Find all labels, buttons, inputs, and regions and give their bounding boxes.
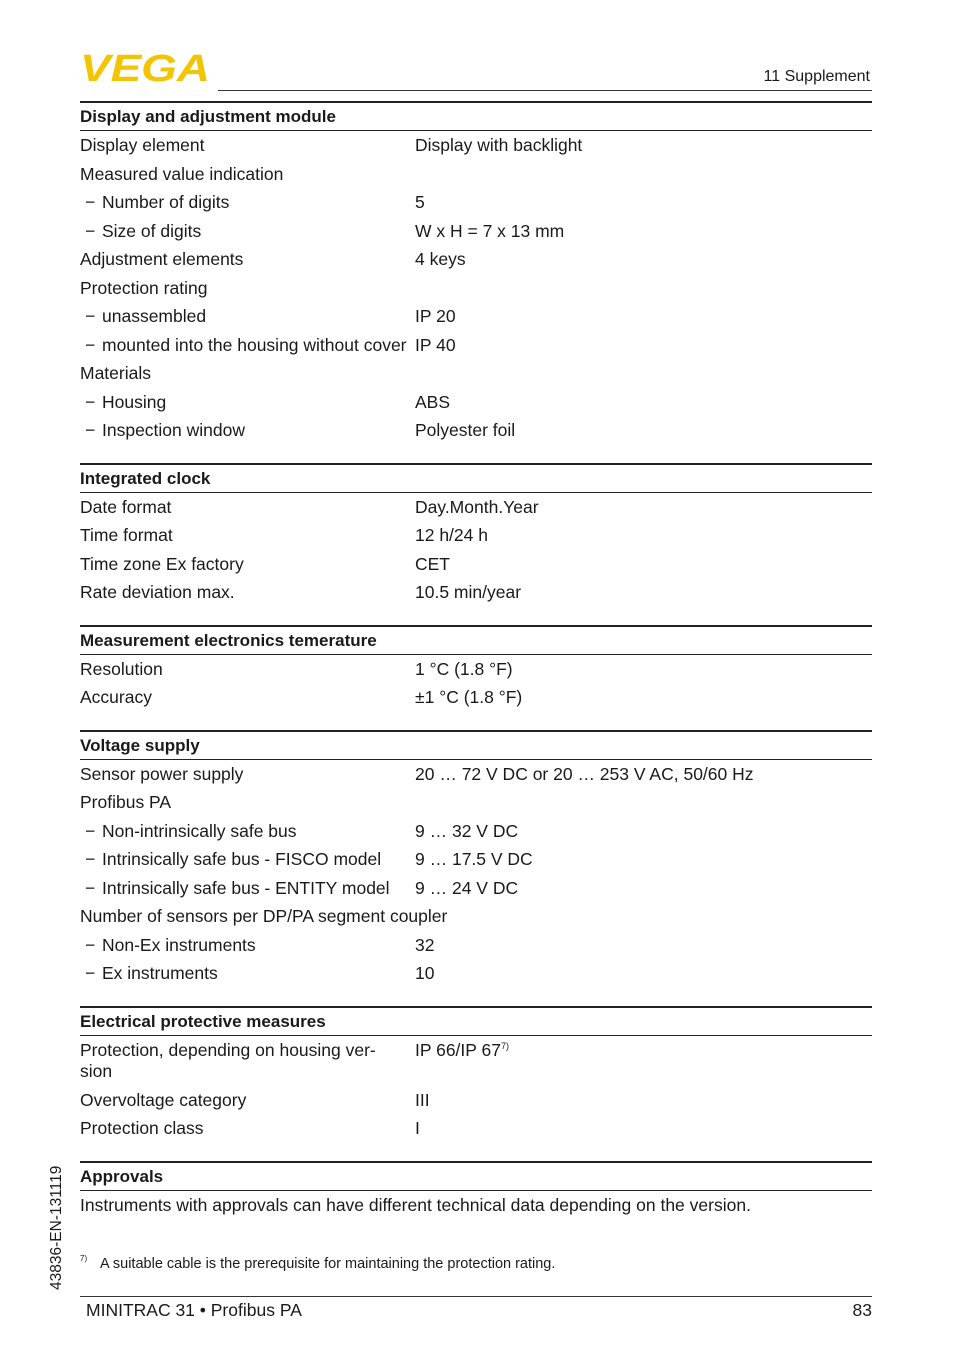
spec-row — [80, 521, 872, 550]
spec-value — [415, 554, 872, 576]
spec-label — [80, 963, 415, 985]
spec-value — [415, 821, 872, 843]
spec-label-text: Non-intrinsically safe bus — [102, 820, 297, 841]
spec-label — [80, 306, 415, 328]
spec-value-text: III — [415, 1089, 430, 1110]
spec-value — [415, 221, 872, 243]
spec-row — [80, 188, 872, 217]
spec-label — [80, 249, 415, 271]
spec-value-text: Polyester foil — [415, 420, 516, 440]
bullet-dash: − — [85, 963, 96, 983]
spec-label-text: Size of digits — [102, 220, 202, 241]
spec-value — [415, 135, 872, 157]
section-heading: Measurement electronics temerature — [80, 625, 872, 655]
footer-document-title: MINITRAC 31 • Profibus PA — [86, 1300, 302, 1320]
spec-value — [415, 963, 872, 985]
bullet-dash: − — [85, 820, 96, 841]
spec-label-text: Protection, depending on housing ver-sion — [80, 1039, 376, 1081]
spec-value-text: I — [415, 1118, 420, 1138]
spec-value — [415, 363, 872, 385]
spec-label-text: Accuracy — [80, 687, 152, 707]
spec-value — [415, 659, 872, 681]
spec-value — [447, 906, 872, 928]
spec-row — [80, 902, 872, 931]
spec-row — [80, 760, 872, 789]
spec-row — [80, 1114, 872, 1143]
svg-text:VEGA: VEGA — [80, 50, 210, 84]
spec-value-text: 4 keys — [415, 249, 466, 269]
spec-label-text: Profibus PA — [80, 792, 172, 812]
spec-value-text: IP 40 — [415, 334, 456, 355]
spec-section — [80, 1006, 872, 1143]
spec-row — [80, 359, 872, 388]
spec-value-text: IP 20 — [415, 306, 456, 326]
spec-label-text: Non-Ex instruments — [102, 934, 256, 955]
spec-label — [80, 554, 415, 576]
bullet-dash: − — [85, 192, 96, 212]
spec-value — [415, 878, 872, 900]
bullet-dash: − — [85, 420, 96, 440]
spec-value-text: ±1 °C (1.8 °F) — [415, 687, 523, 707]
spec-value — [415, 278, 872, 300]
section-heading: Electrical protective measures — [80, 1006, 872, 1036]
spec-label-text: Rate deviation max. — [80, 582, 235, 602]
spec-row — [80, 388, 872, 417]
spec-value — [415, 849, 872, 871]
spec-row — [80, 683, 872, 712]
spec-label-text: Intrinsically safe bus - FISCO model — [102, 849, 382, 869]
spec-row — [80, 959, 872, 988]
section-heading: Voltage supply — [80, 730, 872, 760]
bullet-dash: − — [85, 220, 96, 241]
spec-row — [80, 817, 872, 846]
spec-label — [80, 849, 415, 871]
spec-row — [80, 245, 872, 274]
spec-value — [415, 1118, 872, 1140]
spec-row — [80, 274, 872, 303]
spec-row — [80, 331, 872, 360]
spec-label — [80, 1118, 415, 1140]
spec-value — [415, 335, 872, 357]
page-number: 83 — [852, 1300, 872, 1320]
spec-label — [80, 164, 415, 186]
spec-row — [80, 217, 872, 246]
bullet-dash: − — [85, 306, 96, 326]
section-note: Instruments with approvals can have different technical data depending on the version. — [80, 1194, 751, 1215]
spec-row — [80, 493, 872, 522]
spec-row — [80, 550, 872, 579]
spec-value-text: Day.Month.Year — [415, 496, 539, 517]
spec-label — [80, 221, 415, 243]
spec-row — [80, 655, 872, 684]
chapter-title: 11 Supplement — [763, 68, 870, 85]
spec-label-text: Number of digits — [102, 192, 230, 212]
spec-label — [80, 335, 415, 357]
spec-row — [80, 131, 872, 160]
spec-value — [415, 1090, 872, 1112]
spec-value — [415, 1040, 872, 1083]
spec-value-text: ABS — [415, 391, 451, 412]
spec-label — [80, 792, 415, 814]
spec-label-text: Inspection window — [102, 420, 245, 440]
spec-label-text: Intrinsically safe bus - ENTITY model — [102, 877, 390, 898]
spec-value-text: 9 … 17.5 V DC — [415, 849, 533, 869]
section-heading: Integrated clock — [80, 463, 872, 493]
spec-value — [415, 306, 872, 328]
bullet-dash: − — [85, 934, 96, 955]
spec-label — [80, 278, 415, 300]
spec-value — [415, 420, 872, 442]
spec-section — [80, 463, 872, 607]
footnote-mark: 7) — [80, 1254, 88, 1263]
header-rule — [218, 90, 872, 91]
spec-label-text: Protection class — [80, 1118, 204, 1138]
spec-value — [415, 582, 872, 604]
spec-value — [415, 249, 872, 271]
spec-label-text: Number of sensors per DP/PA segment coupler — [80, 906, 448, 926]
spec-label — [80, 878, 415, 900]
spec-label-text: Overvoltage category — [80, 1089, 247, 1110]
spec-value-text: 12 h/24 h — [415, 525, 488, 545]
spec-row — [80, 1086, 872, 1115]
document-code: 43836-EN-131119 — [48, 1165, 65, 1290]
spec-label — [80, 420, 415, 442]
spec-label — [80, 906, 447, 928]
spec-label-text: unassembled — [102, 306, 207, 326]
spec-label-text: mounted into the housing without cover — [102, 334, 407, 355]
spec-label-text: Time format — [80, 525, 173, 545]
spec-value-text: 9 … 24 V DC — [415, 877, 519, 898]
vega-logo — [80, 50, 212, 84]
spec-value — [415, 764, 872, 786]
section-heading: Display and adjustment module — [80, 101, 872, 131]
spec-value-text: 9 … 32 V DC — [415, 820, 519, 841]
footnote-reference: 7) — [500, 1040, 509, 1051]
spec-label — [80, 687, 415, 709]
spec-label-text: Protection rating — [80, 277, 208, 298]
spec-label — [80, 764, 415, 786]
bullet-dash: − — [85, 877, 96, 898]
spec-label-text: Display element — [80, 135, 205, 155]
spec-value-text: 1 °C (1.8 °F) — [415, 658, 513, 679]
spec-row — [80, 578, 872, 607]
spec-label-text: Time zone Ex factory — [80, 553, 244, 574]
spec-value — [415, 935, 872, 957]
spec-value — [415, 792, 872, 814]
section-heading: Approvals — [80, 1161, 872, 1191]
spec-row — [80, 874, 872, 903]
spec-label — [80, 192, 415, 214]
spec-value-text: CET — [415, 553, 450, 574]
spec-row — [80, 416, 872, 445]
bullet-dash: − — [85, 849, 96, 869]
spec-label — [80, 1090, 415, 1112]
footer-rule — [80, 1296, 872, 1297]
spec-section — [80, 1161, 872, 1221]
spec-label-text: Date format — [80, 496, 172, 517]
spec-label — [80, 582, 415, 604]
spec-section — [80, 101, 872, 445]
spec-tables — [80, 101, 872, 1238]
spec-label-text: Measured value indication — [80, 163, 284, 184]
spec-label-text: Housing — [102, 391, 167, 412]
spec-section — [80, 625, 872, 712]
spec-row — [80, 788, 872, 817]
spec-label-text: Sensor power supply — [80, 763, 244, 784]
spec-label — [80, 497, 415, 519]
spec-value-text: 5 — [415, 192, 425, 212]
spec-value-text: 32 — [415, 934, 435, 955]
spec-label-text: Ex instruments — [102, 963, 218, 983]
spec-label — [80, 659, 415, 681]
spec-value-text: 10 — [415, 963, 435, 983]
spec-value-text: Display with backlight — [415, 135, 583, 155]
spec-label — [80, 525, 415, 547]
spec-label — [80, 1040, 415, 1083]
bullet-dash: − — [85, 391, 96, 412]
spec-value — [415, 497, 872, 519]
spec-label-text: Materials — [80, 363, 151, 383]
spec-value-text: IP 66/IP 67 — [415, 1039, 501, 1060]
spec-value — [415, 687, 872, 709]
spec-value-text: 10.5 min/year — [415, 582, 522, 602]
footnote — [80, 1256, 555, 1272]
spec-label — [80, 821, 415, 843]
spec-value — [415, 392, 872, 414]
spec-section — [80, 730, 872, 988]
spec-row — [80, 160, 872, 189]
spec-value — [415, 164, 872, 186]
spec-row — [80, 845, 872, 874]
spec-label — [80, 135, 415, 157]
spec-value-text: 20 … 72 V DC or 20 … 253 V AC, 50/60 Hz — [415, 763, 754, 784]
spec-row — [80, 931, 872, 960]
spec-label — [80, 363, 415, 385]
spec-row — [80, 1036, 872, 1086]
spec-label-text: Resolution — [80, 658, 163, 679]
spec-label — [80, 392, 415, 414]
spec-value — [415, 525, 872, 547]
footnote-text: A suitable cable is the prerequisite for maintaining the protection rating. — [100, 1256, 556, 1272]
spec-label-text: Adjustment elements — [80, 249, 244, 269]
spec-value — [415, 192, 872, 214]
spec-row — [80, 302, 872, 331]
bullet-dash: − — [85, 334, 96, 355]
spec-value-text: W x H = 7 x 13 mm — [415, 220, 565, 241]
spec-label — [80, 935, 415, 957]
